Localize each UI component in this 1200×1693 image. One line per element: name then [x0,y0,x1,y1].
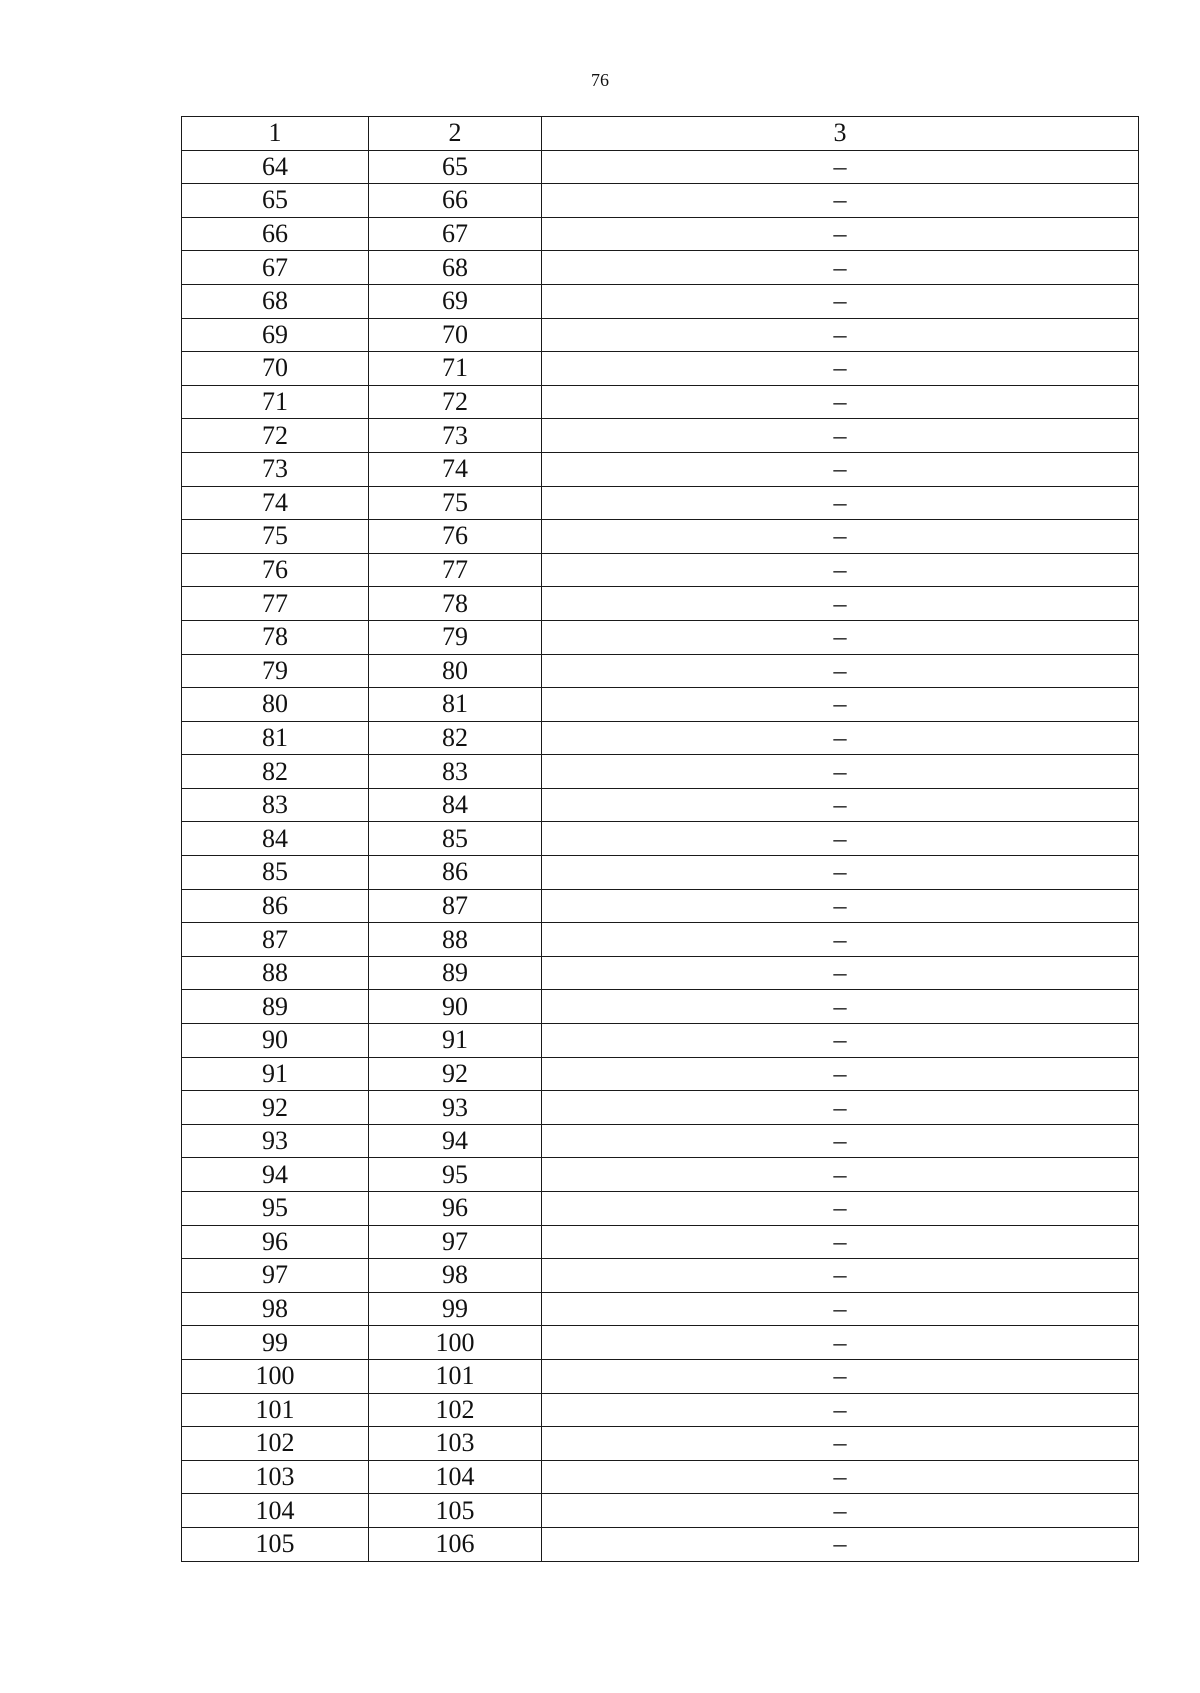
table-cell-col-2: 76 [369,520,542,554]
table-cell-col-1: 76 [182,553,369,587]
table-cell-col-1: 69 [182,318,369,352]
table-cell-col-3: – [542,486,1139,520]
table-cell-col-2: 88 [369,923,542,957]
table-cell-col-3: – [542,150,1139,184]
table-cell-col-3: – [542,688,1139,722]
table-cell-col-1: 101 [182,1393,369,1427]
table-cell-col-3: – [542,587,1139,621]
table-cell-col-2: 81 [369,688,542,722]
table-cell-col-2: 78 [369,587,542,621]
page-number: 76 [591,70,609,90]
table-row [182,788,1139,822]
table-cell-col-3: – [542,822,1139,856]
table-cell-col-1: 74 [182,486,369,520]
table-cell-col-1: 97 [182,1259,369,1293]
table-row [182,352,1139,386]
table-cell-col-1: 82 [182,755,369,789]
table-cell-col-3: – [542,923,1139,957]
table-cell-col-1: 72 [182,419,369,453]
table-cell-col-2: 72 [369,385,542,419]
table-cell-col-2: 65 [369,150,542,184]
table-cell-col-3: – [542,217,1139,251]
table-cell-col-3: – [542,856,1139,890]
table-cell-col-2: 66 [369,184,542,218]
column-header-2: 2 [369,117,542,151]
table-cell-col-2: 77 [369,553,542,587]
table-cell-col-3: – [542,520,1139,554]
table-cell-col-2: 82 [369,721,542,755]
table-row [182,1124,1139,1158]
table-cell-col-1: 77 [182,587,369,621]
table-row [182,452,1139,486]
table-cell-col-1: 80 [182,688,369,722]
column-header-1: 1 [182,117,369,151]
table-row [182,856,1139,890]
table-row [182,1091,1139,1125]
table-cell-col-2: 95 [369,1158,542,1192]
data-table [181,116,1139,1562]
table-cell-col-3: – [542,1460,1139,1494]
table-cell-col-1: 95 [182,1192,369,1226]
table-cell-col-1: 65 [182,184,369,218]
table-cell-col-1: 104 [182,1494,369,1528]
table-header [182,117,1139,151]
table-row [182,755,1139,789]
table-row [182,1259,1139,1293]
table-row [182,1494,1139,1528]
table-row [182,1359,1139,1393]
table-cell-col-1: 86 [182,889,369,923]
table-cell-col-3: – [542,1091,1139,1125]
table-cell-col-2: 92 [369,1057,542,1091]
table-cell-col-3: – [542,990,1139,1024]
table-cell-col-2: 87 [369,889,542,923]
table-row [182,251,1139,285]
table-cell-col-3: – [542,452,1139,486]
table-cell-col-1: 66 [182,217,369,251]
table-cell-col-2: 85 [369,822,542,856]
table-row [182,150,1139,184]
table-cell-col-1: 90 [182,1024,369,1058]
table-cell-col-2: 101 [369,1359,542,1393]
table-cell-col-3: – [542,1259,1139,1293]
table-cell-col-3: – [542,1326,1139,1360]
table-row [182,217,1139,251]
table-cell-col-2: 91 [369,1024,542,1058]
table-cell-col-3: – [542,1158,1139,1192]
table-row [182,1292,1139,1326]
table-cell-col-1: 68 [182,284,369,318]
table-row [182,1460,1139,1494]
table-cell-col-1: 94 [182,1158,369,1192]
table-cell-col-1: 78 [182,620,369,654]
table-cell-col-1: 81 [182,721,369,755]
table-cell-col-2: 90 [369,990,542,1024]
table-cell-col-3: – [542,284,1139,318]
table-cell-col-3: – [542,788,1139,822]
table-row [182,553,1139,587]
table-row [182,688,1139,722]
table-cell-col-1: 93 [182,1124,369,1158]
table-cell-col-2: 89 [369,956,542,990]
table-cell-col-2: 102 [369,1393,542,1427]
table-cell-col-1: 84 [182,822,369,856]
table-cell-col-3: – [542,956,1139,990]
table-cell-col-2: 103 [369,1427,542,1461]
table-cell-col-3: – [542,755,1139,789]
table-cell-col-3: – [542,1527,1139,1561]
table-cell-col-3: – [542,318,1139,352]
table-row [182,1527,1139,1561]
table-cell-col-3: – [542,889,1139,923]
table-cell-col-3: – [542,553,1139,587]
table-header-row [182,117,1139,151]
table-cell-col-1: 99 [182,1326,369,1360]
table-cell-col-1: 64 [182,150,369,184]
table-cell-col-2: 94 [369,1124,542,1158]
table-row [182,587,1139,621]
table-row [182,1192,1139,1226]
table-row [182,620,1139,654]
table-cell-col-3: – [542,419,1139,453]
table-row [182,284,1139,318]
table-cell-col-2: 74 [369,452,542,486]
table-cell-col-1: 67 [182,251,369,285]
table-cell-col-3: – [542,1292,1139,1326]
table-row [182,385,1139,419]
table-cell-col-2: 93 [369,1091,542,1125]
table-cell-col-2: 80 [369,654,542,688]
table-row [182,1057,1139,1091]
table-cell-col-2: 75 [369,486,542,520]
table-cell-col-1: 88 [182,956,369,990]
table-cell-col-1: 102 [182,1427,369,1461]
table-row [182,654,1139,688]
table-cell-col-3: – [542,1024,1139,1058]
table-cell-col-3: – [542,1225,1139,1259]
table-row [182,1225,1139,1259]
table-body [182,150,1139,1561]
table-cell-col-1: 83 [182,788,369,822]
table-cell-col-3: – [542,1494,1139,1528]
table-cell-col-2: 105 [369,1494,542,1528]
table-cell-col-1: 96 [182,1225,369,1259]
table-cell-col-3: – [542,1393,1139,1427]
table-cell-col-2: 100 [369,1326,542,1360]
table-cell-col-2: 71 [369,352,542,386]
table-row [182,1326,1139,1360]
table-cell-col-2: 73 [369,419,542,453]
table-cell-col-2: 97 [369,1225,542,1259]
table-cell-col-3: – [542,620,1139,654]
table-cell-col-2: 83 [369,755,542,789]
table-cell-col-1: 92 [182,1091,369,1125]
table-row [182,318,1139,352]
table-cell-col-2: 68 [369,251,542,285]
table-cell-col-1: 79 [182,654,369,688]
table-row [182,486,1139,520]
table-cell-col-3: – [542,1124,1139,1158]
table-cell-col-1: 70 [182,352,369,386]
table-row [182,721,1139,755]
table-cell-col-2: 96 [369,1192,542,1226]
table-row [182,184,1139,218]
table-cell-col-3: – [542,1427,1139,1461]
table-cell-col-2: 86 [369,856,542,890]
table-cell-col-2: 67 [369,217,542,251]
table-row [182,1024,1139,1058]
table-cell-col-3: – [542,1192,1139,1226]
table-cell-col-1: 100 [182,1359,369,1393]
table-cell-col-1: 89 [182,990,369,1024]
table-cell-col-2: 69 [369,284,542,318]
table-cell-col-2: 84 [369,788,542,822]
table-cell-col-3: – [542,1057,1139,1091]
table-cell-col-3: – [542,1359,1139,1393]
table-cell-col-1: 105 [182,1527,369,1561]
table-cell-col-1: 91 [182,1057,369,1091]
table-row [182,990,1139,1024]
table-cell-col-1: 75 [182,520,369,554]
table-row [182,822,1139,856]
table-cell-col-1: 71 [182,385,369,419]
table-cell-col-1: 103 [182,1460,369,1494]
table-row [182,419,1139,453]
table-row [182,1158,1139,1192]
table-cell-col-3: – [542,251,1139,285]
table-cell-col-1: 73 [182,452,369,486]
table-cell-col-3: – [542,654,1139,688]
table-cell-col-3: – [542,352,1139,386]
table-row [182,1427,1139,1461]
table-row [182,1393,1139,1427]
table-cell-col-1: 87 [182,923,369,957]
table-cell-col-3: – [542,184,1139,218]
table-cell-col-2: 104 [369,1460,542,1494]
table-cell-col-3: – [542,385,1139,419]
table-cell-col-2: 70 [369,318,542,352]
table-cell-col-3: – [542,721,1139,755]
table-cell-col-2: 99 [369,1292,542,1326]
table-row [182,956,1139,990]
column-header-3: 3 [542,117,1139,151]
table-cell-col-2: 98 [369,1259,542,1293]
table-cell-col-2: 79 [369,620,542,654]
table-cell-col-2: 106 [369,1527,542,1561]
table-row [182,923,1139,957]
table-row [182,520,1139,554]
table-cell-col-1: 85 [182,856,369,890]
table-row [182,889,1139,923]
table-cell-col-1: 98 [182,1292,369,1326]
